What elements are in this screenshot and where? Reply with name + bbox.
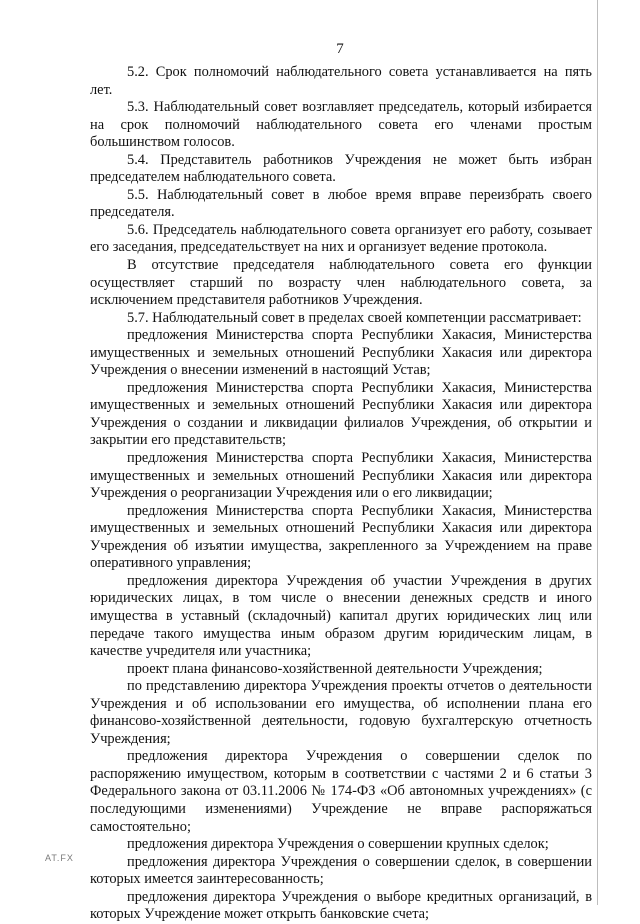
- list-item: предложения Министерства спорта Республики Хакасия, Министерства имущественных и земельных отношений Республики Хакасия или директора Учреждения о реорганизации Учреждения или о его ликвидации;: [90, 450, 592, 502]
- paragraph-5-2: 5.2. Срок полномочий наблюдательного совета устанавливается на пять лет.: [90, 64, 592, 98]
- paragraph-5-6-absence: В отсутствие председателя наблюдательного совета его функции осуществляет старший по возрасту член наблюдательного совета, за исключением представителя работников Учреждения.: [90, 257, 592, 309]
- list-item: предложения директора Учреждения о совершении крупных сделок;: [127, 836, 549, 853]
- paragraph-5-6: 5.6. Председатель наблюдательного совета организует его работу, созывает его заседания, председательствует на них и организует ведение протокола.: [90, 221, 592, 256]
- list-item: предложения Министерства спорта Республики Хакасия, Министерства имущественных и земельных отношений Республики Хакасия или директора Учреждения о создании и ликвидации филиалов Учреждения, об открытии и закрытии его представительств;: [90, 379, 592, 449]
- list-item: предложения директора Учреждения о выборе кредитных организаций, в которых Учреждение может открыть банковские счета;: [90, 888, 592, 923]
- list-item: проект плана финансово-хозяйственной деятельности Учреждения;: [127, 660, 543, 677]
- scan-edge-line: [597, 0, 598, 905]
- paragraph-5-4: 5.4. Представитель работников Учреждения не может быть избран председателем наблюдательного совета.: [90, 151, 592, 186]
- list-item: по представлению директора Учреждения проекты отчетов о деятельности Учреждения и об использовании его имущества, об исполнении плана его финансово-хозяйственной деятельности, годовую бухгалтерскую отчетность Учреждения;: [90, 678, 592, 747]
- document-body: [90, 64, 592, 924]
- list-item: предложения директора Учреждения о совершении сделок, в совершении которых имеется заинтересованность;: [90, 853, 592, 888]
- footer-mark: AT.FX: [45, 853, 74, 863]
- list-item: предложения Министерства спорта Республики Хакасия, Министерства имущественных и земельных отношений Республики Хакасия или директора Учреждения об изъятии имущества, закрепленного за Учреждением на праве оперативного управления;: [90, 502, 592, 572]
- paragraph-5-5: 5.5. Наблюдательный совет в любое время вправе переизбрать своего председателя.: [90, 186, 592, 221]
- paragraph-5-7: 5.7. Наблюдательный совет в пределах своей компетенции рассматривает:: [127, 309, 582, 326]
- paragraph-5-3: 5.3. Наблюдательный совет возглавляет председатель, который избирается на срок полномочий наблюдательного совета его членами простым большинством голосов.: [90, 99, 592, 151]
- list-item: предложения директора Учреждения об участии Учреждения в других юридических лицах, в том числе о внесении денежных средств и иного имущества в уставный (складочный) капитал других юридических лиц или передаче такого имущества иным образом другим юридическим лицам, в качестве учредителя или участника;: [90, 572, 592, 660]
- list-item: предложения директора Учреждения о совершении сделок по распоряжению имуществом, которым в соответствии с частями 2 и 6 статьи 3 Федерального закона от 03.11.2006 № 174-ФЗ «Об автономных учреждениях» (с последующими изменениями) Учреждение не вправе распоряжаться самостоятельно;: [90, 748, 592, 835]
- page-number: 7: [336, 41, 344, 57]
- list-item: предложения Министерства спорта Республики Хакасия, Министерства имущественных и земельных отношений Республики Хакасия или директора Учреждения о внесении изменений в настоящий Устав;: [90, 327, 592, 379]
